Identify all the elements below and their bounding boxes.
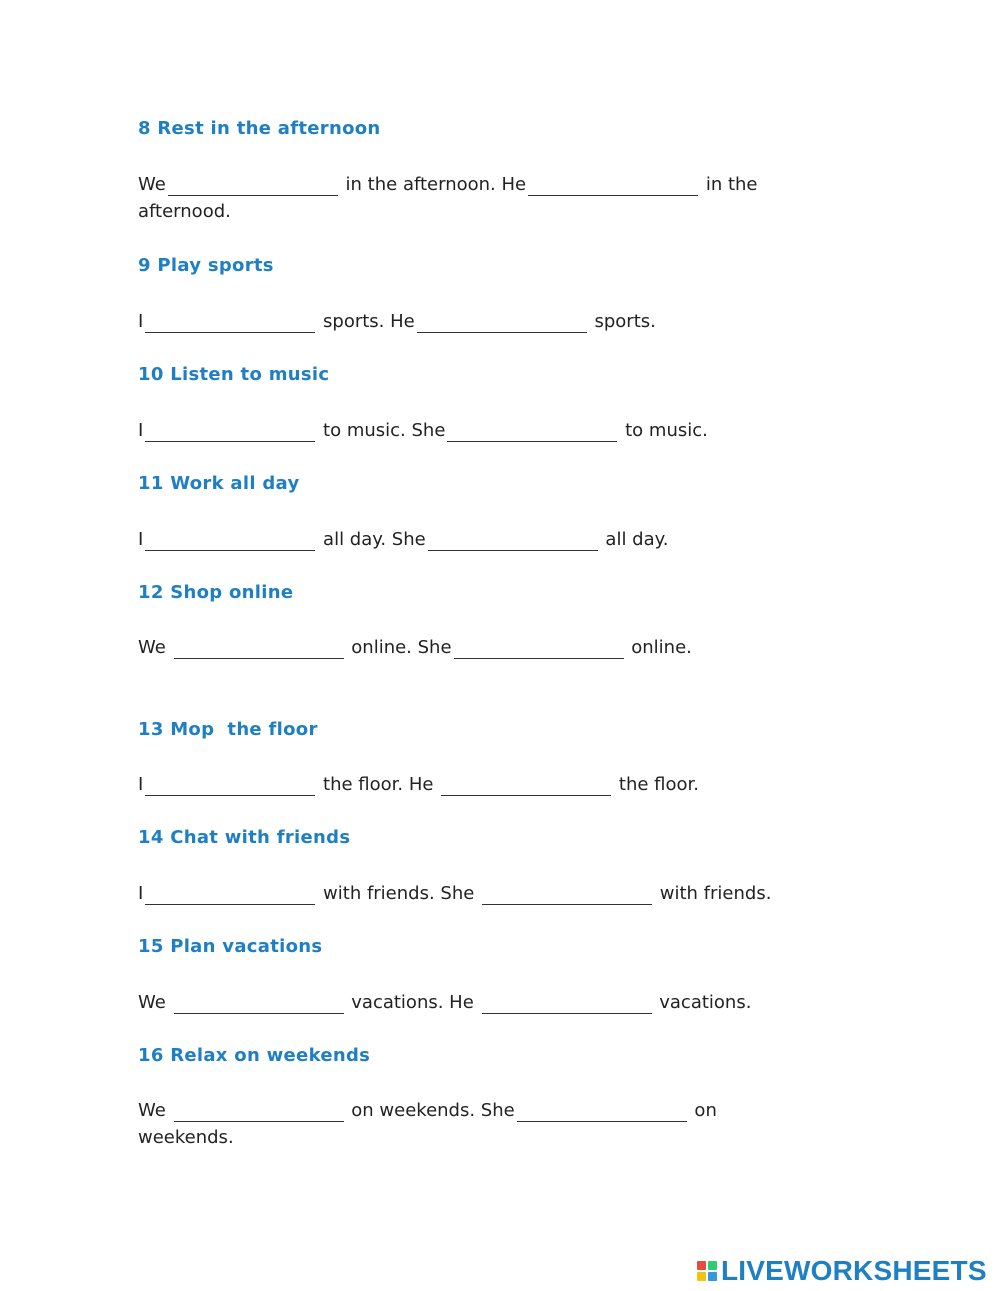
answer-blank-12a[interactable] <box>174 638 344 659</box>
sentence-text: vacations. He <box>345 992 480 1013</box>
sentence-text: to music. <box>619 420 708 441</box>
logo-tiles-icon <box>697 1261 717 1281</box>
sentence-text: sports. He <box>317 311 415 332</box>
exercise-sentence-13 <box>138 771 798 798</box>
sentence-text: We <box>138 174 166 195</box>
sentence-text: We <box>138 1100 172 1121</box>
answer-blank-11b[interactable] <box>428 530 598 551</box>
answer-blank-13b[interactable] <box>441 775 611 796</box>
exercise-sentence-12 <box>138 634 798 661</box>
logo-text: LIVEWORKSHEETS <box>721 1255 987 1286</box>
sentence-text: the floor. He <box>317 774 440 795</box>
answer-blank-14a[interactable] <box>145 884 315 905</box>
sentence-text: I <box>138 529 144 550</box>
logo-tile <box>697 1272 706 1281</box>
answer-blank-16b[interactable] <box>517 1101 687 1122</box>
liveworksheets-logo <box>697 1255 987 1287</box>
exercise-sentence-14 <box>138 880 798 907</box>
exercise-sentence-8 <box>138 171 798 225</box>
sentence-text: I <box>138 774 144 795</box>
logo-tile <box>708 1272 717 1281</box>
exercise-heading-16: 16 Relax on weekends <box>138 1045 371 1066</box>
exercise-sentence-9 <box>138 308 798 335</box>
sentence-text: vacations. <box>653 992 752 1013</box>
exercise-heading-12: 12 Shop online <box>138 582 294 603</box>
exercise-heading-14: 14 Chat with friends <box>138 827 351 848</box>
exercise-heading-10: 10 Listen to music <box>138 364 330 385</box>
sentence-text: all day. <box>599 529 669 550</box>
sentence-text: in the afternood. <box>138 174 758 222</box>
answer-blank-12b[interactable] <box>454 638 624 659</box>
answer-blank-11a[interactable] <box>145 530 315 551</box>
sentence-text: sports. <box>588 311 656 332</box>
sentence-text: I <box>138 883 144 904</box>
exercise-heading-11: 11 Work all day <box>138 473 300 494</box>
exercise-sentence-16 <box>138 1097 798 1151</box>
exercise-heading-8: 8 Rest in the afternoon <box>138 118 381 139</box>
exercise-heading-9: 9 Play sports <box>138 255 274 276</box>
answer-blank-10a[interactable] <box>145 421 315 442</box>
exercise-sentence-11 <box>138 526 798 553</box>
answer-blank-13a[interactable] <box>145 775 315 796</box>
sentence-text: the floor. <box>613 774 700 795</box>
logo-tile <box>708 1261 717 1270</box>
sentence-text: with friends. She <box>317 883 481 904</box>
answer-blank-8b[interactable] <box>528 175 698 196</box>
sentence-text: to music. She <box>317 420 446 441</box>
logo-tile <box>697 1261 706 1270</box>
sentence-text: We <box>138 637 172 658</box>
exercise-sentence-15 <box>138 989 798 1016</box>
answer-blank-16a[interactable] <box>174 1101 344 1122</box>
sentence-text: online. She <box>345 637 452 658</box>
exercise-heading-13: 13 Mop the floor <box>138 719 318 740</box>
sentence-text: I <box>138 420 144 441</box>
sentence-text: all day. She <box>317 529 426 550</box>
sentence-text: on weekends. <box>138 1100 717 1148</box>
sentence-text: I <box>138 311 144 332</box>
sentence-text: in the afternoon. He <box>339 174 527 195</box>
answer-blank-15b[interactable] <box>482 993 652 1014</box>
sentence-text: with friends. <box>654 883 772 904</box>
answer-blank-8a[interactable] <box>168 175 338 196</box>
exercise-sentence-10 <box>138 417 798 444</box>
answer-blank-15a[interactable] <box>174 993 344 1014</box>
answer-blank-10b[interactable] <box>447 421 617 442</box>
sentence-text: We <box>138 992 172 1013</box>
sentence-text: online. <box>625 637 692 658</box>
sentence-text: on weekends. She <box>345 1100 515 1121</box>
exercise-heading-15: 15 Plan vacations <box>138 936 323 957</box>
answer-blank-14b[interactable] <box>482 884 652 905</box>
answer-blank-9a[interactable] <box>145 312 315 333</box>
answer-blank-9b[interactable] <box>417 312 587 333</box>
